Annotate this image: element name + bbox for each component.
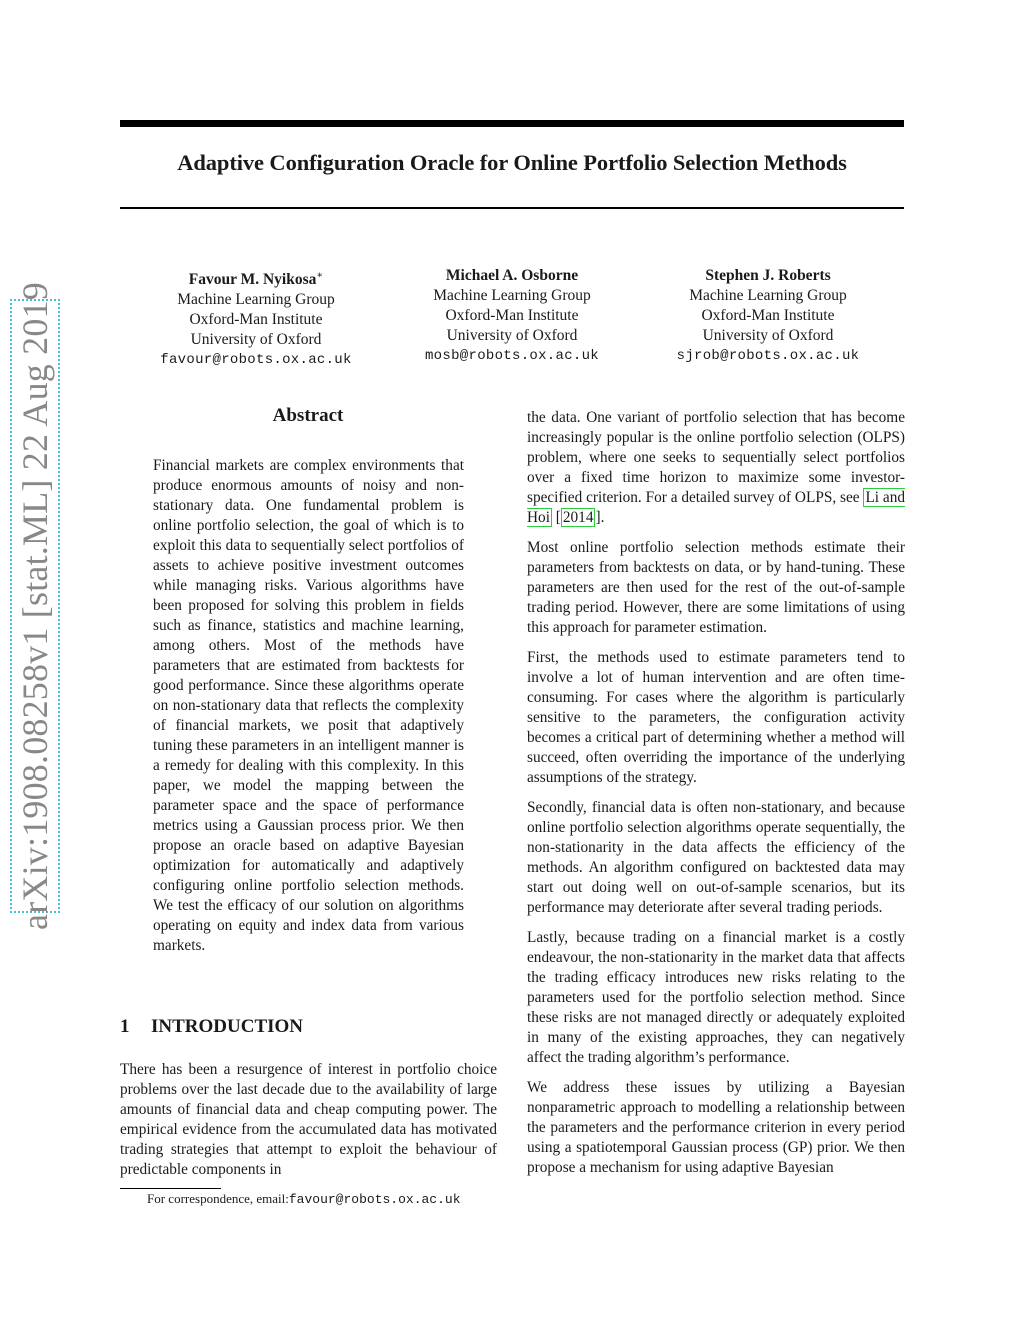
author-name: Michael A. Osborne (445, 267, 579, 284)
abstract-heading: Abstract (272, 405, 344, 426)
author-email[interactable]: favour@robots.ox.ac.uk (160, 352, 352, 369)
right-column (527, 408, 905, 1188)
author-group: Machine Learning Group (177, 291, 335, 309)
author-group: Machine Learning Group (433, 287, 591, 304)
author-email[interactable]: sjrob@robots.ox.ac.uk (676, 348, 860, 364)
section-number: 1 (120, 1016, 130, 1037)
footnote-email[interactable]: favour@robots.ox.ac.uk (288, 1192, 461, 1207)
paragraph: the data. One variant of portfolio selection that has become increasingly popular is the online portfolio selection (OLPS) problem, where one seeks to sequentially select portfolios over a fixed time horizon to maximize some investor-specified criterion. For a detailed survey of OLPS, see Li and Hoi [ 2014 ]. (527, 409, 905, 526)
footnote (147, 1191, 461, 1207)
title-top-rule (120, 120, 904, 127)
author-university: University of Oxford (446, 327, 578, 344)
author-name: Favour M. Nyikosa∗ (188, 270, 324, 289)
author-block (106, 266, 406, 370)
author-institute: Oxford-Man Institute (701, 307, 835, 324)
paragraph: Secondly, financial data is often non-stationary, and because online portfolio selection algorithms operate sequentially, the non-stationarity in the data affects the efficiency of the methods. An algorithm configured on backtested data may start out doing well on out-of-sample scenarios, but its performance may deteriorate after several trading periods. (527, 799, 905, 916)
paper-title: Adaptive Configuration Oracle for Online Portfolio Selection Methods (177, 150, 847, 175)
abstract-text: Financial markets are complex environments that produce enormous amounts of noisy and non-stationary data. One fundamental problem is online portfolio selection, the goal of which is to exploit this data to sequentially select portfolios of assets to achieve positive investment outcomes while managing risks. Various algorithms have been proposed for solving this problem in fields such as finance, statistics and machine learning, among others. Most of the methods have parameters that are estimated from backtests for good performance. Since these algorithms operate on non-stationary data that reflects the complexity of financial markets, we posit that adaptively tuning these parameters in an intelligent manner is a remedy for dealing with this complexity. In this paper, we model the mapping between the parameter space and the space of performance metrics using a Gaussian process prior. We then propose an oracle based on adaptive Bayesian optimization for automatically and adaptively configuring online portfolio selection methods. We test the efficacy of our solution on algorithms operating on equity and index data from various markets. (153, 457, 464, 954)
author-institute: Oxford-Man Institute (189, 311, 323, 329)
author-block (618, 266, 918, 366)
intro-text: There has been a resurgence of interest in portfolio choice problems over the last decade due to the availability of large amounts of financial data and cheap computing power. The empirical evidence from the accumulated data has motivated trading strategies that attempt to exploit the behaviour of predictable components in (120, 1061, 497, 1178)
author-university: University of Oxford (702, 327, 834, 344)
author-block (362, 266, 662, 366)
section-title: INTRODUCTION (151, 1016, 304, 1037)
author-email[interactable]: mosb@robots.ox.ac.uk (424, 348, 600, 364)
footnote-text: For correspondence, email: (147, 1191, 289, 1206)
arxiv-stamp[interactable]: arXiv:1908.08258v1 [stat.ML] 22 Aug 2019 (10, 299, 60, 913)
author-institute: Oxford-Man Institute (445, 307, 579, 324)
section-heading (120, 1016, 303, 1038)
author-university: University of Oxford (190, 331, 322, 349)
author-group: Machine Learning Group (689, 287, 847, 304)
citation-link[interactable]: Li and Hoi (527, 489, 905, 526)
footnote-rule (120, 1188, 221, 1189)
title-bottom-rule (120, 207, 904, 209)
paragraph: Lastly, because trading on a financial market is a costly endeavour, the non-stationarity in the market data that affects the trading efficacy introduces new risks relating to the parameters used for the portfolio selection method. Since these risks are not managed directly or adequately exploited in many of the existing approaches, they can negatively affect the trading algorithm’s performance. (527, 929, 905, 1066)
citation-year-link[interactable]: 2014 (562, 509, 594, 526)
paragraph: First, the methods used to estimate parameters tend to involve a lot of human intervention and are often time-consuming. For cases where the algorithm is particularly sensitive to the parameters, the configuration activity becomes a critical part of determining whether a method will succeed, often overriding the importance of the underlying assumptions of the strategy. (527, 649, 905, 786)
paragraph: We address these issues by utilizing a Bayesian nonparametric approach to modelling a relationship between the parameters and the performance criterion in every period using a spatiotemporal Gaussian process (GP) prior. We then propose a mechanism for using adaptive Bayesian (527, 1079, 905, 1176)
paragraph: Most online portfolio selection methods estimate their parameters from backtests on data, or by hand-tuning. These parameters are then used for the rest of the out-of-sample trading period. However, there are some limitations of using this approach for parameter estimation. (527, 539, 905, 636)
author-name: Stephen J. Roberts (705, 267, 831, 284)
